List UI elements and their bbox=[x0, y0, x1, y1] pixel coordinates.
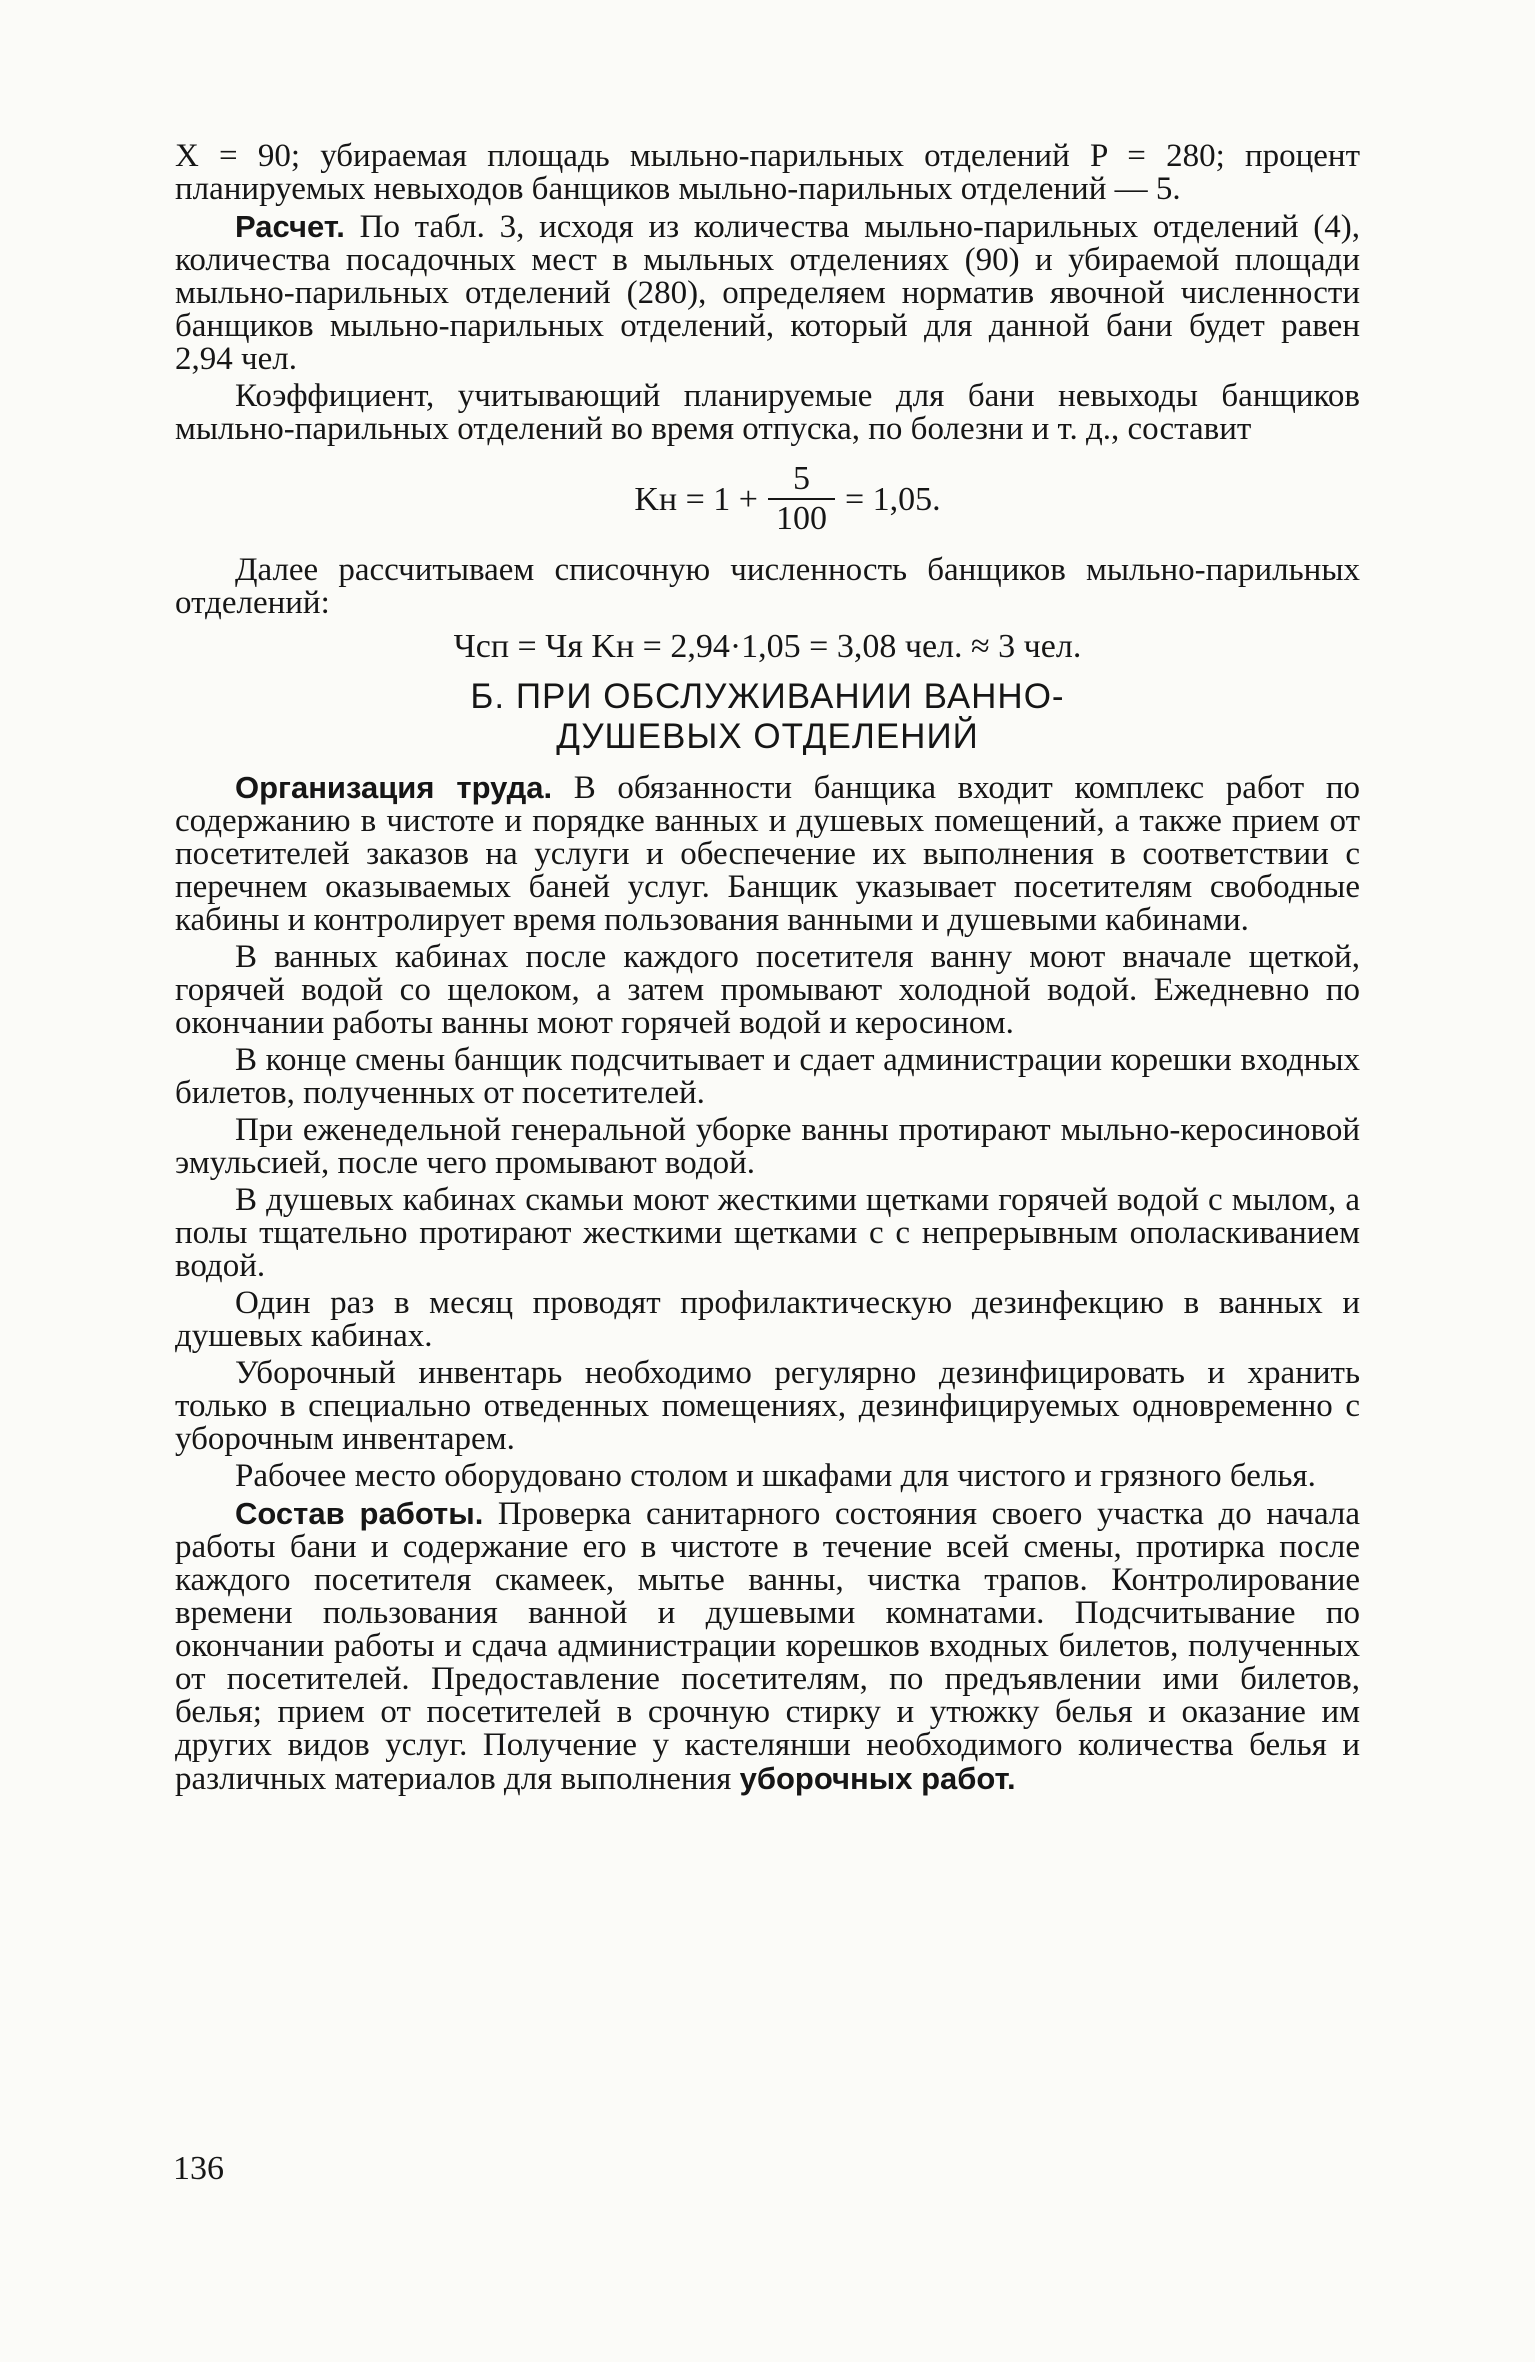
section-heading-line-2: ДУШЕВЫХ ОТДЕЛЕНИЙ bbox=[556, 717, 979, 756]
paragraph-calculation bbox=[175, 210, 1360, 376]
section-heading bbox=[175, 677, 1360, 757]
formula-k-fraction bbox=[768, 460, 835, 538]
formula-coefficient bbox=[175, 460, 1360, 538]
section-heading-line-1: Б. ПРИ ОБСЛУЖИВАНИИ ВАННО- bbox=[470, 677, 1065, 716]
paragraph-headcount: Далее рассчитываем списочную численность банщиков мыльно-парильных отделений: bbox=[175, 552, 1360, 621]
page-number: 136 bbox=[173, 2150, 224, 2187]
text-block bbox=[175, 140, 1360, 1800]
paragraph-inventory: Уборочный инвентарь необходимо регулярно дезинфицировать и хранить только в специально отведенных помещениях, дезинфицируемых одновременно с уборочным инвентарем. bbox=[175, 1355, 1360, 1457]
run-in-heading-calculation: Расчет. bbox=[235, 209, 345, 244]
run-in-heading-work-composition: Состав работы. bbox=[235, 1496, 484, 1531]
formula-headcount bbox=[175, 630, 1360, 663]
paragraph-shift-end: В конце смены банщик подсчитывает и сдает администрации корешки входных билетов, полученных от посетителей. bbox=[175, 1042, 1360, 1111]
paragraph-calculation-text: По табл. 3, исходя из количества мыльно-парильных отделений (4), количества посадочных мест в мыльных отделениях (90) и убираемой площади мыльно-парильных отделений (280), определяем норматив явочной численности банщиков мыльно-парильных отделений, который для данной бани будет равен 2,94 чел. bbox=[175, 209, 1360, 377]
paragraph-workplace: Рабочее место оборудовано столом и шкафами для чистого и грязного белья. bbox=[235, 1458, 1316, 1494]
paragraph-labor-organization bbox=[175, 771, 1360, 937]
paragraph-disinfection: Один раз в месяц проводят профилактическую дезинфекцию в ванных и душевых кабинах. bbox=[175, 1285, 1360, 1354]
fraction-denominator: 100 bbox=[768, 498, 835, 538]
paragraph-weekly-cleaning: При еженедельной генеральной уборке ванны протирают мыльно-керосиновой эмульсией, после чего промывают водой. bbox=[175, 1112, 1360, 1181]
paragraph-labor-organization-text: В обязанности банщика входит комплекс работ по содержанию в чистоте и порядке ванных и душевых помещений, а также прием от посетителей заказов на услуги и обеспечение их выполнения в соответствии с перечнем оказываемых баней услуг. Банщик указывает посетителям свободные кабины и контролирует время пользования ванными и душевыми кабинами. bbox=[175, 770, 1360, 938]
formula-headcount-text: Чсп = Чя Kн = 2,94·1,05 = 3,08 чел. ≈ 3 чел. bbox=[453, 628, 1082, 665]
paragraph-bath-cabins: В ванных кабинах после каждого посетителя ванну моют вначале щеткой, горячей водой со щелоком, а затем промывают холодной водой. Ежедневно по окончании работы ванны моют горячей водой и керосином. bbox=[175, 939, 1360, 1041]
formula-k-rhs: = 1,05. bbox=[844, 480, 941, 518]
paragraph-coefficient: Коэффициент, учитывающий планируемые для бани невыходы банщиков мыльно-парильных отделений во время отпуска, по болезни и т. д., составит bbox=[175, 378, 1360, 447]
fraction-numerator: 5 bbox=[792, 460, 810, 497]
paragraph-shower-cabins: В душевых кабинах скамьи моют жесткими щетками горячей водой с мылом, а полы тщательно протирают жесткими щетками с с непрерывным ополаскиванием водой. bbox=[175, 1182, 1360, 1284]
paragraph-work-composition-text: Проверка санитарного состояния своего участка до начала работы бани и содержание его в чистоте в течение всей смены, протирка после каждого посетителя скамеек, мытье ванны, чистка трапов. Контролирование времени пользования ванной и душевыми комнатами. Подсчитывание по окончании работы и сдача администрации корешков входных билетов, полученных от посетителей. Предоставление посетителям, по предъявлении ими билетов, белья; прием от посетителей в срочную стирку и утюжку белья и оказание им других видов услуг. Получение у кастелянши необходимого количества белья и различных материалов для выполнения bbox=[175, 1496, 1360, 1797]
run-in-heading-labor-organization: Организация труда. bbox=[235, 770, 553, 805]
formula-k-lhs: Kн = 1 + bbox=[634, 480, 758, 518]
paragraph-work-composition-tail: уборочных работ. bbox=[739, 1761, 1016, 1796]
paragraph-work-composition bbox=[175, 1497, 1360, 1796]
paragraph-intro-values: X = 90; убираемая площадь мыльно-парильных отделений P = 280; процент планируемых невыходов банщиков мыльно-парильных отделений — 5. bbox=[175, 138, 1360, 207]
